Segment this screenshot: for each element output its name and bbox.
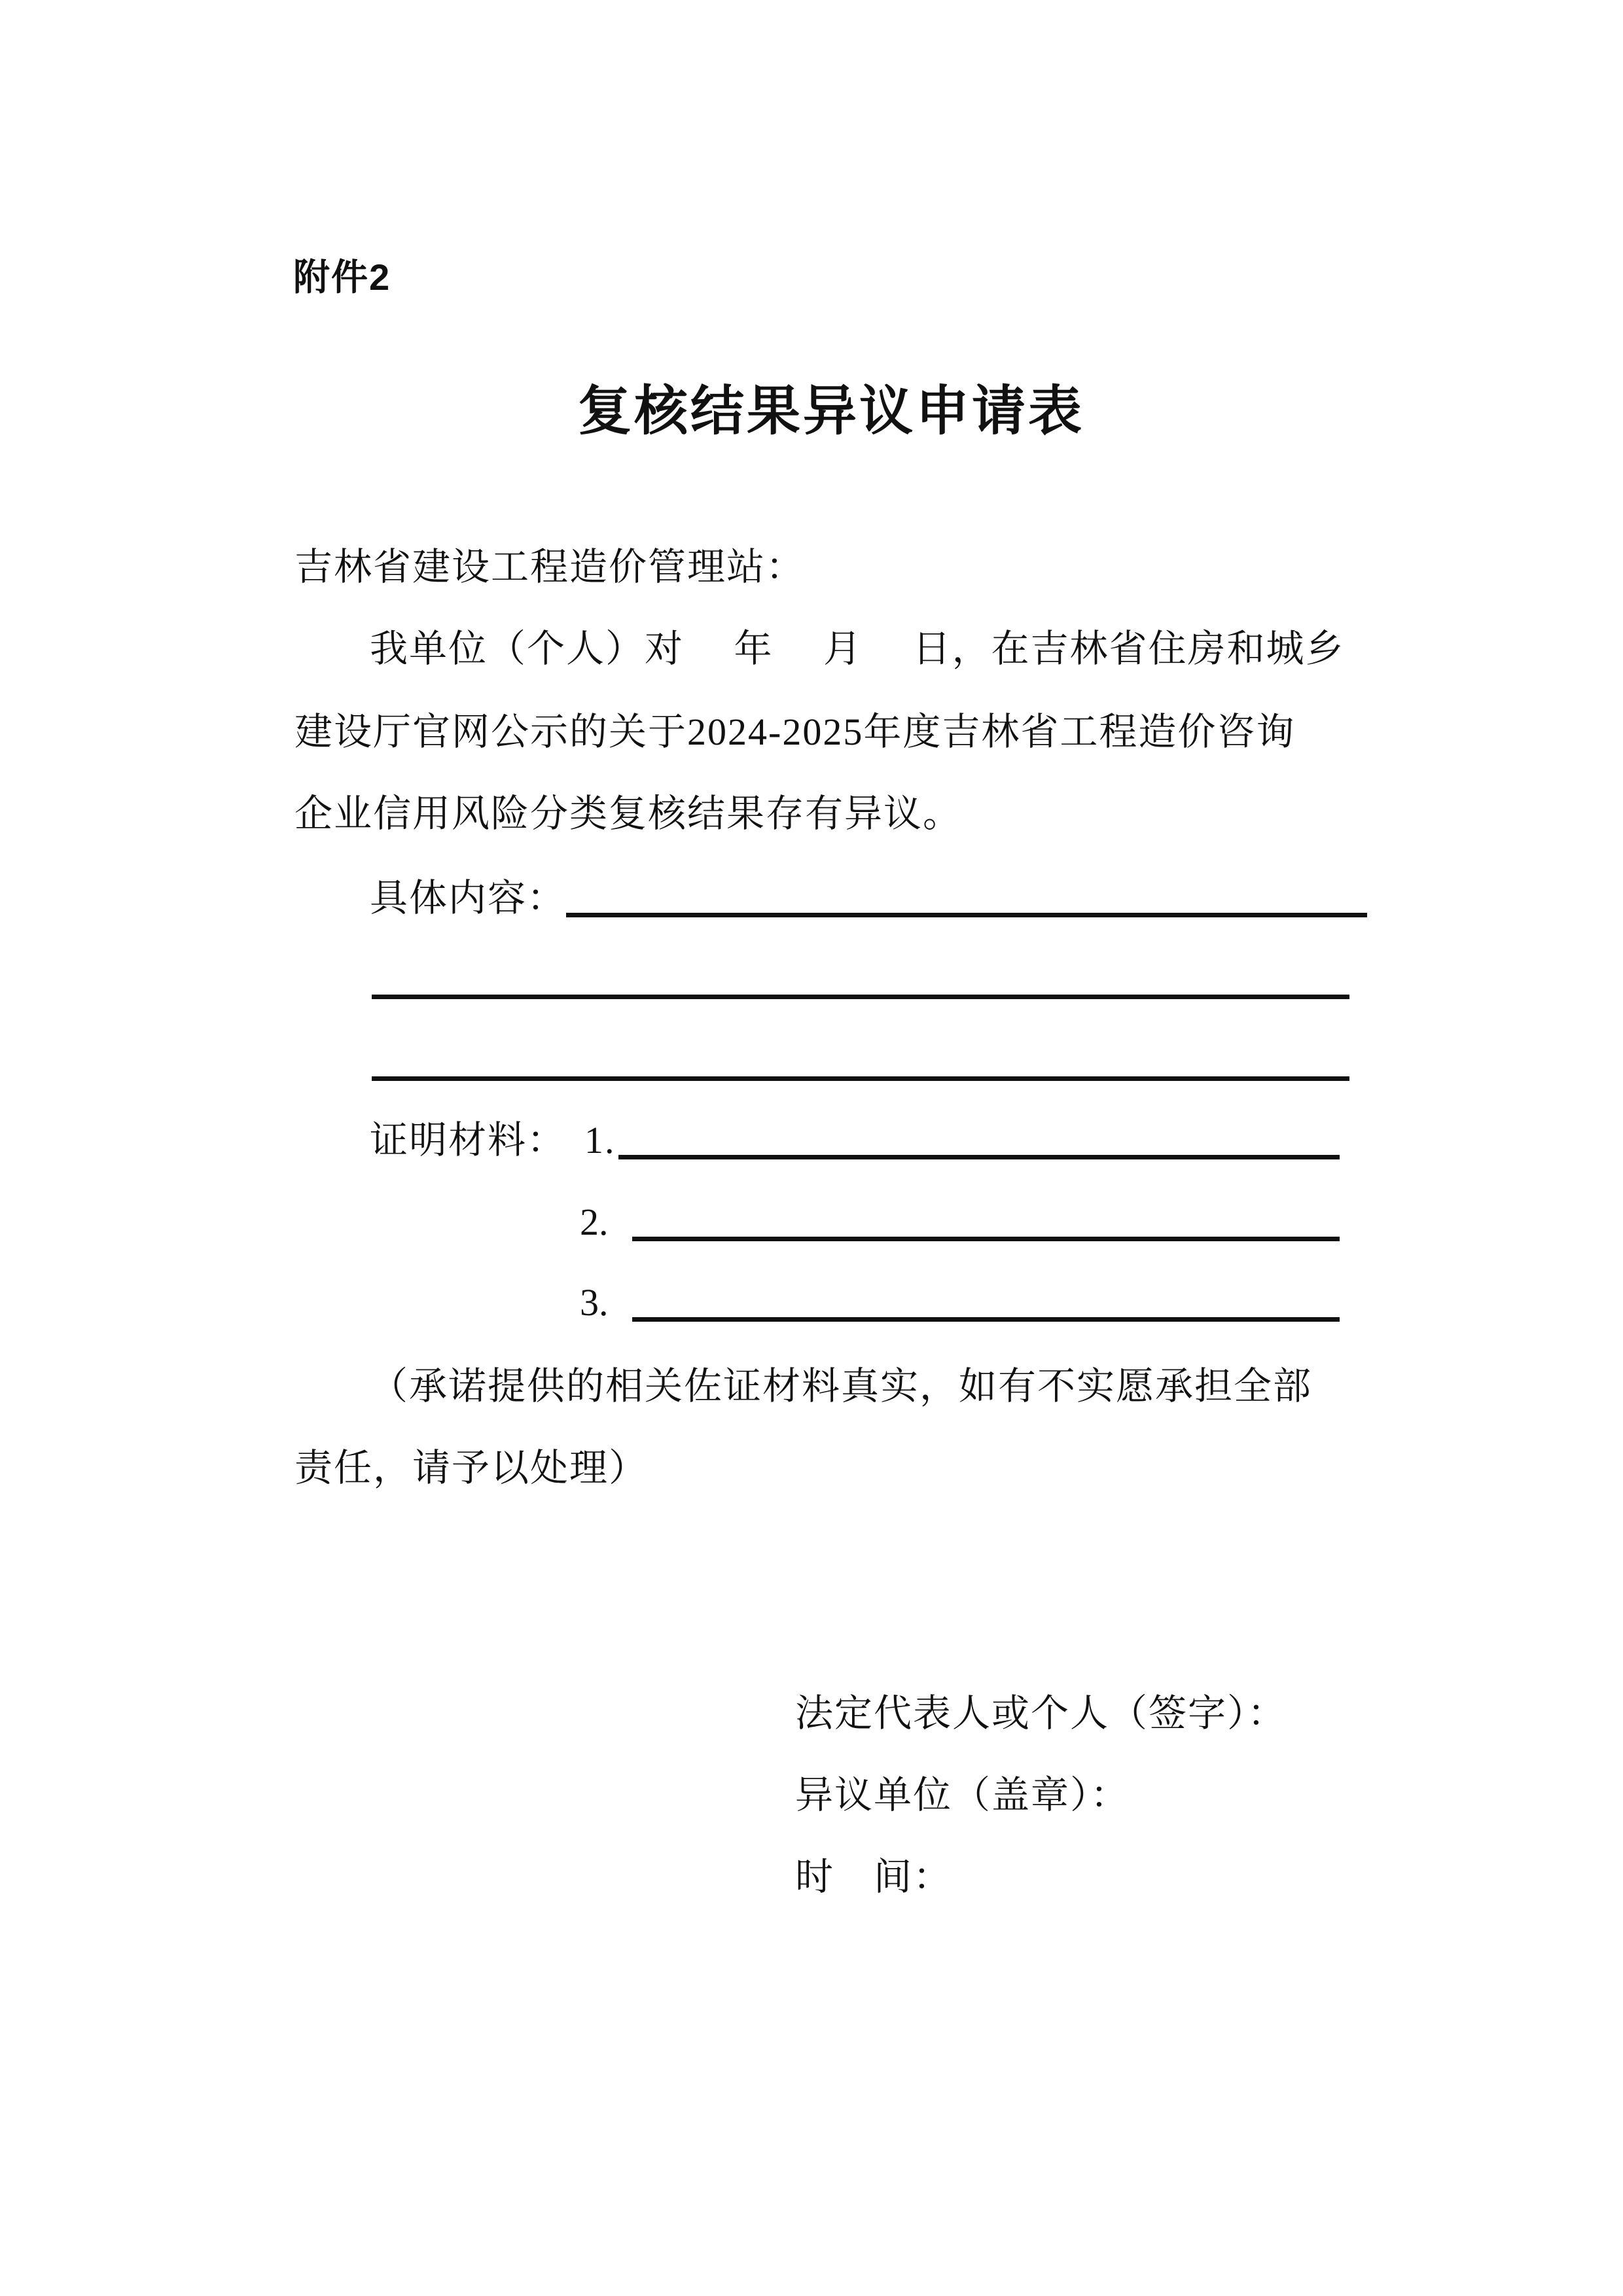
signer-signature-label: 法定代表人或个人（签字）： xyxy=(795,1692,1287,1735)
attachment-label: 附件2 xyxy=(293,256,391,298)
body-paragraph-line-2: 建设厅官网公示的关于2024-2025年度吉林省工程造价咨询 xyxy=(294,711,1296,753)
evidence-item-1-number: 1. xyxy=(584,1119,616,1161)
salutation-line: 吉林省建设工程造价管理站： xyxy=(294,546,806,588)
commitment-line-1: （承诺提供的相关佐证材料真实，如有不实愿承担全部 xyxy=(370,1365,1313,1407)
body-paragraph-line-1: 我单位（个人）对 年 月 日，在吉林省住房和城乡 xyxy=(370,627,1345,670)
evidence-blank-line-2 xyxy=(632,1197,1340,1241)
date-label: 时 间： xyxy=(795,1856,953,1898)
detail-blank-line-3 xyxy=(372,1076,1349,1081)
evidence-item-3-number: 3. xyxy=(580,1281,609,1324)
detail-blank-line-1 xyxy=(566,871,1367,917)
detail-content-label: 具体内容： xyxy=(370,877,567,919)
evidence-row-3 xyxy=(580,1282,1340,1322)
evidence-label: 证明材料： xyxy=(370,1119,567,1161)
evidence-row-1 xyxy=(370,1120,1340,1159)
objection-unit-seal-label: 异议单位（盖章）： xyxy=(795,1774,1130,1816)
commitment-line-2: 责任，请予以处理） xyxy=(294,1447,649,1489)
evidence-blank-line-1 xyxy=(618,1116,1340,1159)
body-paragraph-line-3: 企业信用风险分类复核结果存有异议。 xyxy=(294,792,963,835)
evidence-row-2 xyxy=(580,1202,1340,1241)
evidence-item-2-number: 2. xyxy=(580,1201,609,1243)
detail-blank-line-2 xyxy=(372,995,1349,999)
form-title: 复核结果异议申请表 xyxy=(577,381,1084,441)
detail-content-row xyxy=(370,875,1367,917)
evidence-blank-line-3 xyxy=(632,1278,1340,1322)
